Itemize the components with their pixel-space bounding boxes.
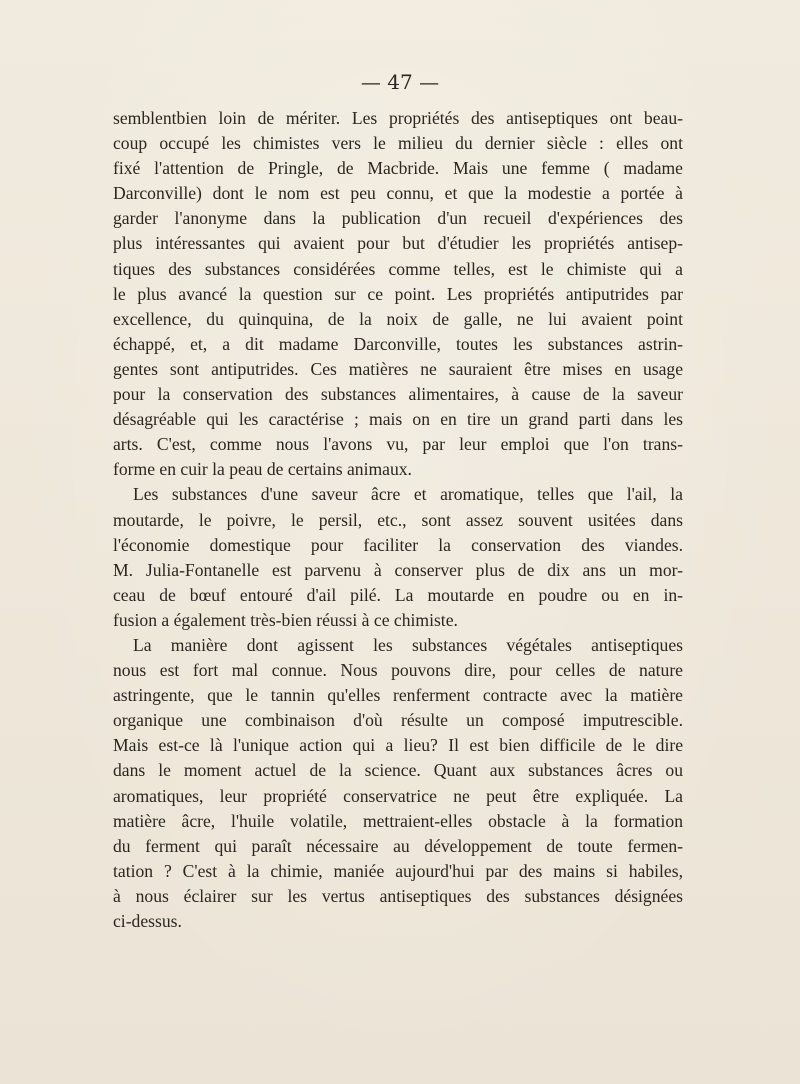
text-line: arts. C'est, comme nous l'avons vu, par leur emploi que l'on trans-	[113, 434, 683, 455]
text-line: M. Julia-Fontanelle est parvenu à conserver plus de dix ans un mor-	[113, 559, 683, 580]
text-line: l'économie domestique pour faciliter la conservation des viandes.	[113, 534, 683, 555]
text-line: à nous éclairer sur les vertus antiseptiques des substances désignées	[113, 885, 683, 906]
text-line: La manière dont agissent les substances végétales antiseptiques	[133, 634, 683, 655]
text-line: le plus avancé la question sur ce point. Les propriétés antiputrides par	[113, 283, 683, 304]
text-line: Mais est-ce là l'unique action qui a lieu? Il est bien difficile de le dire	[113, 735, 683, 756]
text-line: forme en cuir la peau de certains animaux.	[113, 459, 412, 480]
page-number: — 47 —	[360, 70, 440, 94]
text-line: moutarde, le poivre, le persil, etc., sont assez souvent usitées dans	[113, 509, 683, 530]
text-line: tiques des substances considérées comme telles, est le chimiste qui a	[113, 258, 683, 279]
text-line: gentes sont antiputrides. Ces matières ne sauraient être mises en usage	[113, 358, 683, 379]
text-line: pour la conservation des substances alimentaires, à cause de la saveur	[113, 384, 683, 405]
text-line: désagréable qui les caractérise ; mais on en tire un grand parti dans les	[113, 409, 683, 430]
text-line: tation ? C'est à la chimie, maniée aujourd'hui par des mains si habiles,	[113, 860, 683, 881]
text-line: ceau de bœuf entouré d'ail pilé. La moutarde en poudre ou en in-	[113, 584, 683, 605]
text-line: échappé, et, a dit madame Darconville, toutes les substances astrin-	[113, 333, 683, 354]
paragraph-1	[113, 106, 683, 482]
text-line: Darconville) dont le nom est peu connu, et que la modestie a portée à	[113, 183, 683, 204]
text-line: du ferment qui paraît nécessaire au développement de toute fermen-	[113, 835, 683, 856]
text-line: matière âcre, l'huile volatile, mettraient-elles obstacle à la formation	[113, 810, 683, 831]
text-line: nous est fort mal connue. Nous pouvons dire, pour celles de nature	[113, 660, 683, 681]
text-line: organique une combinaison d'où résulte un composé imputrescible.	[113, 710, 683, 731]
text-line: fixé l'attention de Pringle, de Macbride. Mais une femme ( madame	[113, 158, 683, 179]
text-line: ci-dessus.	[113, 911, 182, 931]
text-line: aromatiques, leur propriété conservatrice ne peut être expliquée. La	[113, 785, 683, 806]
text-line: plus intéressantes qui avaient pour but d'étudier les propriétés antisep-	[113, 233, 683, 254]
paragraph-3	[113, 633, 683, 934]
text-line: Les substances d'une saveur âcre et aromatique, telles que l'ail, la	[133, 484, 683, 505]
body-text	[113, 106, 683, 934]
paragraph-2	[113, 482, 683, 633]
text-line: fusion a également très-bien réussi à ce chimiste.	[113, 609, 458, 630]
text-line: dans le moment actuel de la science. Quant aux substances âcres ou	[113, 760, 683, 781]
text-line: garder l'anonyme dans la publication d'un recueil d'expériences des	[113, 208, 683, 229]
text-line: semblentbien loin de mériter. Les propriétés des antiseptiques ont beau-	[113, 108, 683, 128]
text-line: coup occupé les chimistes vers le milieu du dernier siècle : elles ont	[113, 133, 683, 154]
text-line: excellence, du quinquina, de la noix de galle, ne lui avaient point	[113, 308, 683, 329]
text-line: astringente, que le tannin qu'elles renferment contracte avec la matière	[113, 685, 683, 706]
